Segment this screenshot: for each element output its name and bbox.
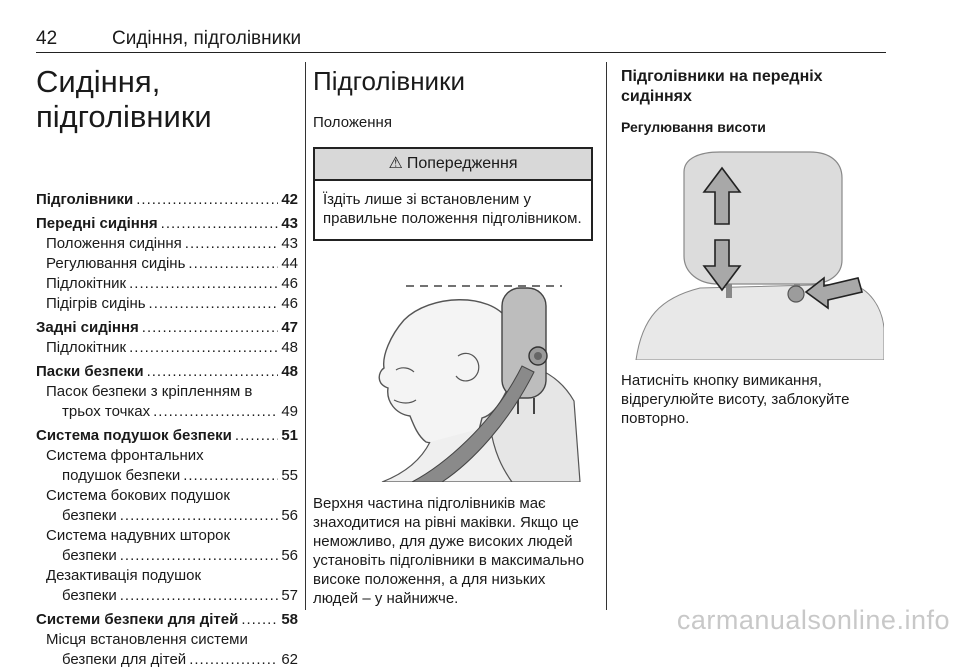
warning-triangle-icon: ⚠ xyxy=(388,155,403,172)
toc-leader-dots xyxy=(129,274,278,294)
toc-entry-label: Система подушок безпеки xyxy=(36,427,232,444)
toc-page-number: 46 xyxy=(281,295,298,312)
toc-page-number: 56 xyxy=(281,507,298,524)
toc-page-number: 58 xyxy=(281,611,298,628)
toc-leader-dots xyxy=(129,338,278,358)
toc-page-number: 44 xyxy=(281,255,298,272)
toc-leader-dots xyxy=(149,294,279,314)
height-adjust-subheading: Регулювання висоти xyxy=(621,119,766,135)
toc-leader-dots xyxy=(188,254,278,274)
toc-entry[interactable] xyxy=(36,506,298,526)
toc-entry[interactable] xyxy=(36,546,298,566)
headrest-height-illustration xyxy=(620,148,884,360)
front-headrests-heading: Підголівники на передніх сидіннях xyxy=(621,68,823,105)
toc-entry[interactable] xyxy=(36,318,298,338)
toc-page-number: 43 xyxy=(281,235,298,252)
toc-entry[interactable] xyxy=(36,362,298,382)
toc-leader-dots xyxy=(120,546,279,566)
toc-entry-label: безпеки для дітей xyxy=(62,651,187,668)
toc-leader-dots xyxy=(153,402,278,422)
watermark: carmanualsonline.info xyxy=(676,605,950,635)
toc-entry-label: Система надувних шторок xyxy=(46,527,231,544)
toc-page-number: 46 xyxy=(281,275,298,292)
toc-entry[interactable] xyxy=(36,234,298,254)
chapter-title xyxy=(36,64,298,134)
toc-page-number: 55 xyxy=(281,467,298,484)
toc-leader-dots xyxy=(120,586,279,606)
toc-entry-label: Система бокових подушок xyxy=(46,487,230,504)
toc-entry-label: безпеки xyxy=(62,587,117,604)
toc-entry[interactable] xyxy=(36,650,298,670)
toc-entry[interactable] xyxy=(36,402,298,422)
toc-page-number: 43 xyxy=(281,215,298,232)
toc-entry-label: Паски безпеки xyxy=(36,363,144,380)
warning-box xyxy=(313,147,593,241)
toc-entry[interactable] xyxy=(36,338,298,358)
toc-entry[interactable] xyxy=(36,190,298,210)
toc-entry[interactable] xyxy=(36,254,298,274)
toc-entry[interactable] xyxy=(36,274,298,294)
subsection-title: Положення xyxy=(313,114,392,131)
toc-entry-label: Підголівники xyxy=(36,191,134,208)
toc-page-number: 56 xyxy=(281,547,298,564)
warning-text: Їздіть лише зі встановленим у правильне положення підголівником. xyxy=(323,191,582,227)
column-divider xyxy=(606,62,607,610)
toc-column xyxy=(36,60,298,670)
toc-leader-dots xyxy=(120,506,279,526)
toc-entry-label: Підлокітник xyxy=(46,339,127,356)
toc-entry[interactable] xyxy=(36,214,298,234)
toc-entry-label: Задні сидіння xyxy=(36,319,139,336)
toc-entry-label: трьох точках xyxy=(62,403,151,420)
toc-page-number: 42 xyxy=(281,191,298,208)
page-number: 42 xyxy=(36,28,58,49)
warning-header xyxy=(315,149,591,181)
toc-leader-dots xyxy=(183,466,278,486)
toc-page-number: 48 xyxy=(281,363,298,380)
toc-leader-dots xyxy=(185,234,279,254)
toc-page-number: 48 xyxy=(281,339,298,356)
toc-entry-label: подушок безпеки xyxy=(62,467,181,484)
toc-entry[interactable] xyxy=(36,294,298,314)
toc-page-number: 49 xyxy=(281,403,298,420)
toc-entry-label: Підлокітник xyxy=(46,275,127,292)
table-of-contents xyxy=(36,190,298,670)
front-headrests-column xyxy=(621,60,885,135)
toc-entry[interactable] xyxy=(36,466,298,486)
headrest-position-illustration xyxy=(312,276,592,482)
toc-entry-label: безпеки xyxy=(62,507,117,524)
toc-page-number: 62 xyxy=(281,651,298,668)
toc-entry-label: Регулювання сидінь xyxy=(46,255,186,272)
column-divider xyxy=(305,62,306,610)
toc-page-number: 57 xyxy=(281,587,298,604)
toc-entry[interactable] xyxy=(36,586,298,606)
toc-entry-label: Передні сидіння xyxy=(36,215,158,232)
toc-entry-label: Системи безпеки для дітей xyxy=(36,611,239,628)
warning-title: Попередження xyxy=(406,155,518,172)
toc-entry[interactable] xyxy=(36,610,298,630)
toc-leader-dots xyxy=(136,190,278,210)
toc-page-number: 51 xyxy=(281,427,298,444)
toc-entry-label: Система фронтальних xyxy=(46,447,204,464)
toc-entry-label: Місця встановлення системи xyxy=(46,631,248,648)
toc-leader-dots xyxy=(189,650,278,670)
toc-entry-label: Дезактивація подушок xyxy=(46,567,202,584)
headrest-position-text: Верхня частина підголівників має знаходитися на рівні маківки. Якщо це неможливо, для дуже високих людей установіть підголівники в максимально високе положення, а для низьких людей – у найнижче. xyxy=(313,495,585,607)
chapter-title-line: Сидіння, xyxy=(36,64,161,99)
headrests-column xyxy=(313,60,593,241)
toc-leader-dots xyxy=(142,318,279,338)
toc-leader-dots xyxy=(241,610,278,630)
toc-entry-label: Положення сидіння xyxy=(46,235,182,252)
toc-entry[interactable] xyxy=(36,426,298,446)
chapter-title-line: підголівники xyxy=(36,99,212,134)
page-header xyxy=(36,26,886,53)
running-title: Сидіння, підголівники xyxy=(112,28,302,49)
toc-leader-dots xyxy=(161,214,279,234)
toc-leader-dots xyxy=(235,426,278,446)
toc-page-number: 47 xyxy=(281,319,298,336)
toc-entry-label: Пасок безпеки з кріпленням в xyxy=(46,383,253,400)
toc-leader-dots xyxy=(147,362,279,382)
toc-entry-label: безпеки xyxy=(62,547,117,564)
height-adjust-text: Натисніть кнопку вимикання, відрегулюйте висоту, заблокуйте повторно. xyxy=(621,372,850,427)
toc-entry-label: Підігрів сидінь xyxy=(46,295,146,312)
section-title: Підголівники xyxy=(313,66,465,96)
